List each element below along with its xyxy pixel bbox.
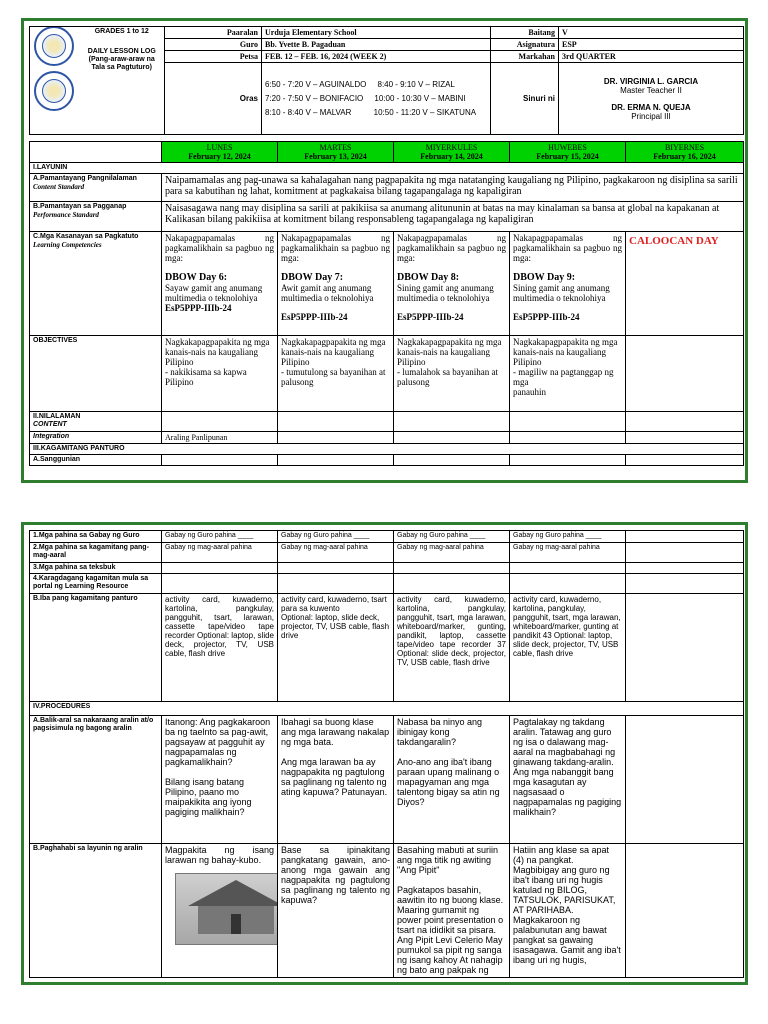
procedure-text: Nabasa ba ninyo ang ibinigay kong takdangaralin? Ano-ano ang iba't ibang paraan upang malinang o mapagyaman ang mga talentong bigay sa atin ng Diyos? — [397, 717, 500, 807]
asignatura-label: Asignatura — [491, 39, 559, 51]
competency-cell — [278, 232, 394, 336]
oras-line: 6:50 - 7:20 V – AGUINALDO 8:40 - 9:10 V – RIZAL — [265, 79, 455, 89]
oras-line: 8:10 - 8:40 V – MALVAR 10:50 - 11:20 V – SIKATUNA — [265, 107, 477, 117]
competency-code: EsP5PPP-IIIb-24 — [281, 312, 348, 322]
markahan-value: 3rd QUARTER — [559, 51, 744, 63]
procedure-text: Base sa ipinakitang pangkatang gawain, ano-anong mga gawain ang nagpapakita ng pagtulong sa paglinang ng talento ng kapuwa? — [281, 845, 393, 905]
day-name: MARTES — [319, 143, 352, 152]
procedure-text: Itanong: Ang pagkakaroon ba ng taelnto sa pag-awit, pagsayaw at pagguhit ay nagpapamalas ng pagkamalikhain? Bilang isang batang Pilipino, paano mo maipakikita ang iyong pagiging malikhain? — [165, 717, 271, 817]
procedure-text: Hatiin ang klase sa apat (4) na pangkat. Magbibigay ang guro ng iba't ibang uri ng hugis katulad ng BILOG, TATSULOK, PARISUKAT, AT PARIHABA. Magkakaroon ng palabunutan ang bawat pangkat sa gawaing isasagawa. Gamit ang iba't ibang uri ng hugis, — [513, 845, 624, 965]
day-date: February 15, 2024 — [536, 152, 599, 161]
day-name: LUNES — [206, 143, 233, 152]
competency-desc: Sayaw gamit ang anumang multimedia o teknolohiya — [165, 283, 263, 303]
baitang-value: V — [559, 27, 744, 39]
gabay-guro-label: 1.Mga pahina sa Gabay ng Guro — [30, 531, 162, 543]
oras-label: Oras — [165, 63, 262, 135]
procedure-text: Pagtalakay ng takdang aralin. Tatawag ang guro ng isa o dalawang mag-aaral na magbabahagi ng ginawang takdang-aralin. Ang mga nabanggit bang mga kasagutan ay nagsasaad o nagpapamalas ng pagiging malikhain? — [513, 717, 624, 817]
procedure-text: Magpakita ng isang larawan ng bahay-kubo. — [165, 845, 277, 865]
kasanayan-sub: Learning Competencies — [33, 241, 102, 249]
balik-label: A.Balik-aral sa nakaraang aralin at/o pagsisimula ng bagong aralin — [30, 716, 162, 844]
pangnilalaman-sub: Content Standard — [33, 183, 85, 191]
competency-desc: Sining gamit ang anumang multimedia o teknolohiya — [513, 283, 610, 303]
asignatura-value: ESP — [559, 39, 744, 51]
mag-aaral-value: Gabay ng mag-aaral pahina — [394, 543, 510, 563]
sinuri-label: Sinuri ni — [491, 63, 559, 135]
caloocan-day-note: CALOOCAN DAY — [629, 235, 719, 247]
portal-label: 4.Karagdagang kagamitan mula sa portal ng Learning Resource — [30, 574, 162, 594]
oras-line: 7:20 - 7:50 V – BONIFACIO 10:00 - 10:30 V – MABINI — [265, 93, 466, 103]
reviewer2-name: DR. ERMA N. QUEJA — [611, 102, 691, 112]
day-name: HUWEBES — [548, 143, 587, 152]
lesson-table-2 — [29, 530, 744, 978]
lesson-table-1 — [29, 141, 744, 466]
bahay-kubo-image — [175, 873, 278, 945]
competency-cell — [394, 232, 510, 336]
markahan-label: Markahan — [491, 51, 559, 63]
gabay-guro-value: Gabay ng Guro pahina ____ — [394, 531, 510, 543]
gabay-guro-value: Gabay ng Guro pahina ____ — [510, 531, 626, 543]
pangnilalaman-text: Naipamamalas ang pag-unawa sa kahalagahan nang pagpapakita ng mga natatanging kaugaliang ng Pilipino, pagkakaroon ng disiplina sa sarili para sa kabutihan ng lahat, komitment at pagkakaisa bilang tagapangalaga ng kapaligiran — [162, 174, 744, 202]
log-subtitle: (Pang-araw-araw na Tala sa Pagtuturo) — [88, 56, 155, 71]
day-date: February 16, 2024 — [653, 152, 716, 161]
materials-text: activity card, kuwaderno, tsart para sa kuwento Optional: laptop, slide deck, projector, TV, USB cable, flash drive — [281, 595, 390, 640]
competency-intro: Nakapagpapamalas ng pagkamalikhain sa pagbuo ng mga: — [281, 233, 390, 263]
integration-value: Araling Panlipunan — [162, 432, 278, 444]
pagganap-sub: Performance Standard — [33, 211, 99, 219]
pagganap-label: B.Pamantayan sa Pagganap — [33, 203, 127, 210]
day-date: February 12, 2024 — [188, 152, 251, 161]
competency-cell — [510, 232, 626, 336]
procedures-heading: IV.PROCEDURES — [30, 702, 744, 716]
mag-aaral-label: 2.Mga pahina sa kagamitang pang-mag-aaral — [30, 543, 162, 563]
competency-desc: Sining gamit ang anumang multimedia o teknolohiya — [397, 283, 494, 303]
lesson-log-page-1 — [21, 18, 748, 483]
grades-label: GRADES 1 to 12 — [94, 28, 149, 35]
sanggunian-label: A.Sanggunian — [30, 455, 162, 466]
competency-cell — [162, 232, 278, 336]
header-table — [29, 26, 744, 135]
lesson-log-page-2 — [21, 522, 748, 985]
iba-label: B.Iba pang kagamitang panturo — [30, 594, 162, 702]
friday-cell — [626, 232, 744, 336]
day-header — [278, 142, 394, 163]
competency-code: EsP5PPP-IIIb-24 — [513, 312, 580, 322]
mag-aaral-value: Gabay ng mag-aaral pahina — [162, 543, 278, 563]
competency-dbow: DBOW Day 6: — [165, 272, 228, 283]
day-name: MIYERKULES — [425, 143, 478, 152]
competency-desc: Awit gamit ang anumang multimedia o teknolohiya — [281, 283, 374, 303]
competency-intro: Nakapagpapamalas ng pagkamalikhain sa pagbuo ng mga: — [165, 233, 274, 263]
reviewer1-title: Master Teacher II — [620, 85, 682, 95]
procedure-text: Ibahagi sa buong klase ang mga larawang nakalap ng mga bata. Ang mga larawan ba ay nagpapakita ng pagtulong sa paglinang ng talento ng ating kapuwa? Patunayan. — [281, 717, 390, 797]
day-name: BIYERNES — [664, 143, 705, 152]
pangnilalaman-label: A.Pamantayang Pangnilalaman — [33, 175, 137, 182]
kasanayan-label: C.Mga Kasanayan sa Pagkatuto — [33, 233, 139, 240]
guro-label: Guro — [165, 39, 262, 51]
objective-text: Nagkakapagpapakita ng mga kanais-nais na kaugaliang Pilipino - magiliw na pagtanggap ng mga panauhin — [513, 337, 618, 397]
pagganap-text: Naisasagawa nang may disiplina sa sarili at pakikiisa sa anumang alitununin at batas na may kinalaman sa bansa at global na kapakanan at Kalikasan bilang pakikiisa at komitment bilang responsableng tagapangalaga ng kapaligiran — [162, 202, 744, 232]
competency-code: EsP5PPP-IIIb-24 — [165, 303, 232, 313]
layunin-heading: I.LAYUNIN — [30, 163, 744, 174]
nilalaman-label: II.NILALAMAN — [33, 413, 81, 420]
petsa-label: Petsa — [165, 51, 262, 63]
competency-dbow: DBOW Day 7: — [281, 272, 344, 283]
materials-text: activity card, kuwaderno, kartolina, pangkulay, pangguhit, tsart, mga larawan, whiteboard/marker, gunting at pandikit 43 Optional: laptop, slide deck, projector, TV, USB cable, flash drive — [513, 595, 623, 658]
paghahabi-label: B.Paghahabi sa layunin ng aralin — [30, 844, 162, 978]
paaralan-value: Urduja Elementary School — [262, 27, 491, 39]
gabay-guro-value: Gabay ng Guro pahina ____ — [278, 531, 394, 543]
materials-text: activity card, kuwaderno, kartolina, pangkulay, pangguhit, tsart, mga larawan, whiteboard/marker, gunting, pandikit, laptop, cassette tape/video tape recorder 37 Optional: slide deck, projector, TV, USB cable, flash drive — [397, 595, 509, 667]
objective-text: Nagkakapagpapakita ng mga kanais-nais na kaugaliang Pilipino - nakikisama sa kapwa Pilipino — [165, 337, 270, 387]
day-header — [162, 142, 278, 163]
reviewer2-title: Principal III — [631, 111, 671, 121]
integration-label: Integration — [30, 432, 162, 444]
competency-dbow: DBOW Day 8: — [397, 272, 460, 283]
objectives-label: OBJECTIVES — [30, 336, 162, 412]
paaralan-label: Paaralan — [165, 27, 262, 39]
gabay-guro-value: Gabay ng Guro pahina ____ — [162, 531, 278, 543]
competency-intro: Nakapagpapamalas ng pagkamalikhain sa pagbuo ng mga: — [397, 233, 506, 263]
day-date: February 13, 2024 — [304, 152, 367, 161]
petsa-value: FEB. 12 – FEB. 16, 2024 (WEEK 2) — [262, 51, 491, 63]
objective-text: Nagkakapagpapakita ng mga kanais-nais na kaugaliang Pilipino - lumalahok sa bayanihan at palusong — [397, 337, 502, 387]
materials-text: activity card, kuwaderno, kartolina, pangkulay, pangguhit, tsart, larawan, cassette tape/video tape recorder Optional: laptop, slide deck, projector, TV, USB cable, flash drive — [165, 595, 277, 658]
mag-aaral-value: Gabay ng mag-aaral pahina — [510, 543, 626, 563]
baitang-label: Baitang — [491, 27, 559, 39]
reviewer1-name: DR. VIRGINIA L. GARCIA — [603, 76, 699, 86]
log-title: DAILY LESSON LOG — [87, 48, 156, 55]
teksbuk-label: 3.Mga pahina sa teksbuk — [30, 563, 162, 574]
day-header — [394, 142, 510, 163]
day-header — [626, 142, 744, 163]
competency-intro: Nakapagpapamalas ng pagkamalikhain sa pagbuo ng mga: — [513, 233, 622, 263]
guro-value: Bb. Yvette B. Pagaduan — [262, 39, 491, 51]
kagamitang-heading: III.KAGAMITANG PANTURO — [30, 444, 744, 455]
oras-schedule — [262, 63, 491, 135]
content-label: CONTENT — [33, 421, 67, 428]
objective-text: Nagkakapagpapakita ng mga kanais-nais na kaugaliang Pilipino - tumutulong sa bayanihan at palusong — [281, 337, 386, 387]
competency-code: EsP5PPP-IIIb-24 — [397, 312, 464, 322]
day-date: February 14, 2024 — [420, 152, 483, 161]
day-header — [510, 142, 626, 163]
mag-aaral-value: Gabay ng mag-aaral pahina — [278, 543, 394, 563]
competency-dbow: DBOW Day 9: — [513, 272, 576, 283]
procedure-text: Basahing mabuti at suriin ang mga titik ng awiting "Ang Pipit" Pagkatapos basahin, aawitin ito ng buong klase. Maaring gumamit ng power point presentation o tsart na ididikit sa pisara. Ang Pipit Levi Celerio May pumukol sa pipit ng sanga ng isang kahoy At nahagip ng bato ang pakpak ng — [397, 845, 504, 975]
